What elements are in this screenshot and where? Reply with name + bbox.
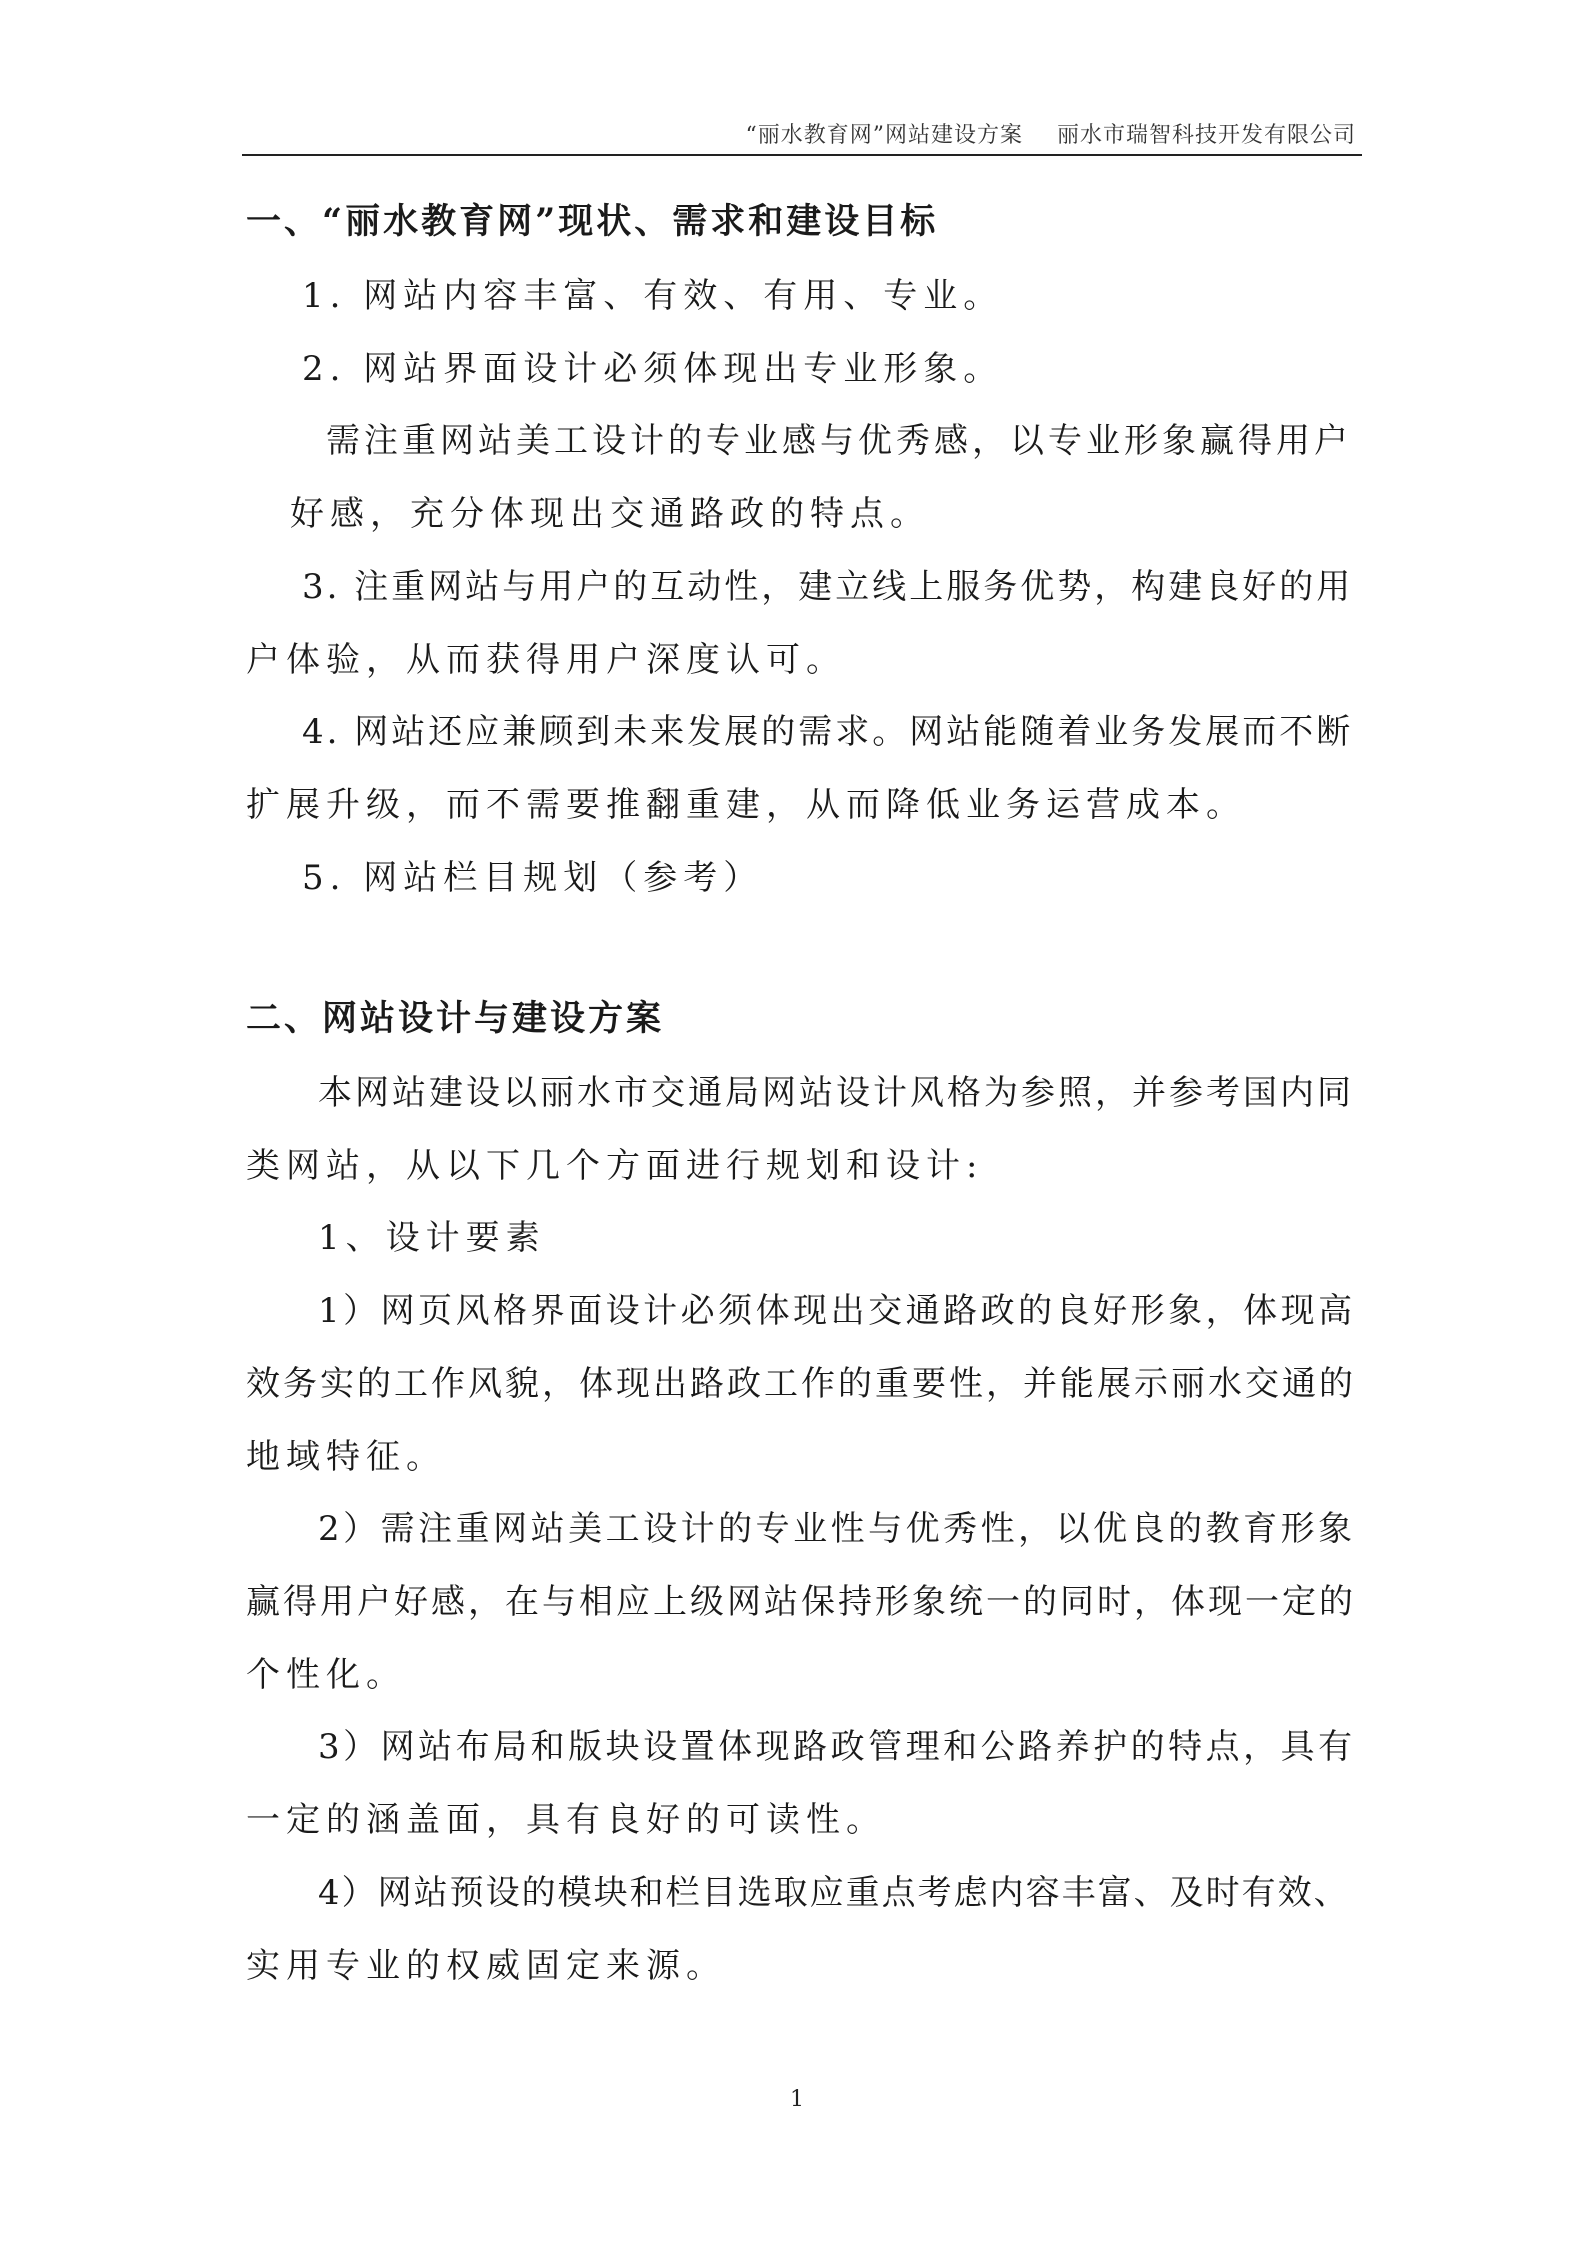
section2-para-3-line-1: 3）网站布局和版块设置体现路政管理和公路养护的特点，具有 xyxy=(318,1727,1356,1767)
section1-heading: 一、“丽水教育网”现状、需求和建设目标 xyxy=(246,201,939,242)
section2-intro-line-2: 类网站，从以下几个方面进行规划和设计: xyxy=(246,1146,984,1186)
section2-para-1-line-3: 地域特征。 xyxy=(246,1437,446,1477)
running-header xyxy=(246,118,1356,149)
header-doc-title: “丽水教育网”网站建设方案 xyxy=(745,123,1023,148)
section1-item-2-detail-line-2: 好感，充分体现出交通路政的特点。 xyxy=(290,494,930,534)
section2-para-4-line-1: 4）网站预设的模块和栏目选取应重点考虑内容丰富、及时有效、 xyxy=(318,1873,1350,1913)
header-company: 丽水市瑞智科技开发有限公司 xyxy=(1056,123,1356,148)
section1-item-3-line-2: 户体验，从而获得用户深度认可。 xyxy=(246,640,846,680)
section1-item-2-detail-line-1: 需注重网站美工设计的专业感与优秀感，以专业形象赢得用户 xyxy=(326,421,1352,461)
section2-para-2-line-2: 赢得用户好感，在与相应上级网站保持形象统一的同时，体现一定的 xyxy=(246,1582,1356,1622)
section2-subsection-1-title: 1、设计要素 xyxy=(318,1218,546,1258)
section2-para-3-line-2: 一定的涵盖面，具有良好的可读性。 xyxy=(246,1800,886,1840)
section2-para-2-line-1: 2）需注重网站美工设计的专业性与优秀性，以优良的教育形象 xyxy=(318,1509,1356,1549)
section1-item-1: 1. 网站内容丰富、有效、有用、专业。 xyxy=(302,276,1004,316)
section2-para-1-line-2: 效务实的工作风貌，体现出路政工作的重要性，并能展示丽水交通的 xyxy=(246,1364,1356,1404)
section1-item-4-line-1: 4. 网站还应兼顾到未来发展的需求。网站能随着业务发展而不断 xyxy=(302,712,1354,752)
section1-item-4-line-2: 扩展升级，而不需要推翻重建，从而降低业务运营成本。 xyxy=(246,785,1246,825)
section2-para-4-line-2: 实用专业的权威固定来源。 xyxy=(246,1946,726,1986)
section2-para-1-line-1: 1）网页风格界面设计必须体现出交通路政的良好形象，体现高 xyxy=(318,1291,1356,1331)
section1-item-3-line-1: 3. 注重网站与用户的互动性，建立线上服务优势，构建良好的用 xyxy=(302,567,1354,607)
section2-heading: 二、网站设计与建设方案 xyxy=(246,998,665,1039)
section2-para-2-line-3: 个性化。 xyxy=(246,1655,406,1695)
section1-item-5: 5. 网站栏目规划（参考） xyxy=(302,858,764,898)
section1-item-2: 2. 网站界面设计必须体现出专业形象。 xyxy=(302,349,1004,389)
section2-intro-line-1: 本网站建设以丽水市交通局网站设计风格为参照，并参考国内同 xyxy=(318,1073,1354,1113)
page-number: 1 xyxy=(790,2087,804,2112)
header-rule xyxy=(242,154,1362,156)
